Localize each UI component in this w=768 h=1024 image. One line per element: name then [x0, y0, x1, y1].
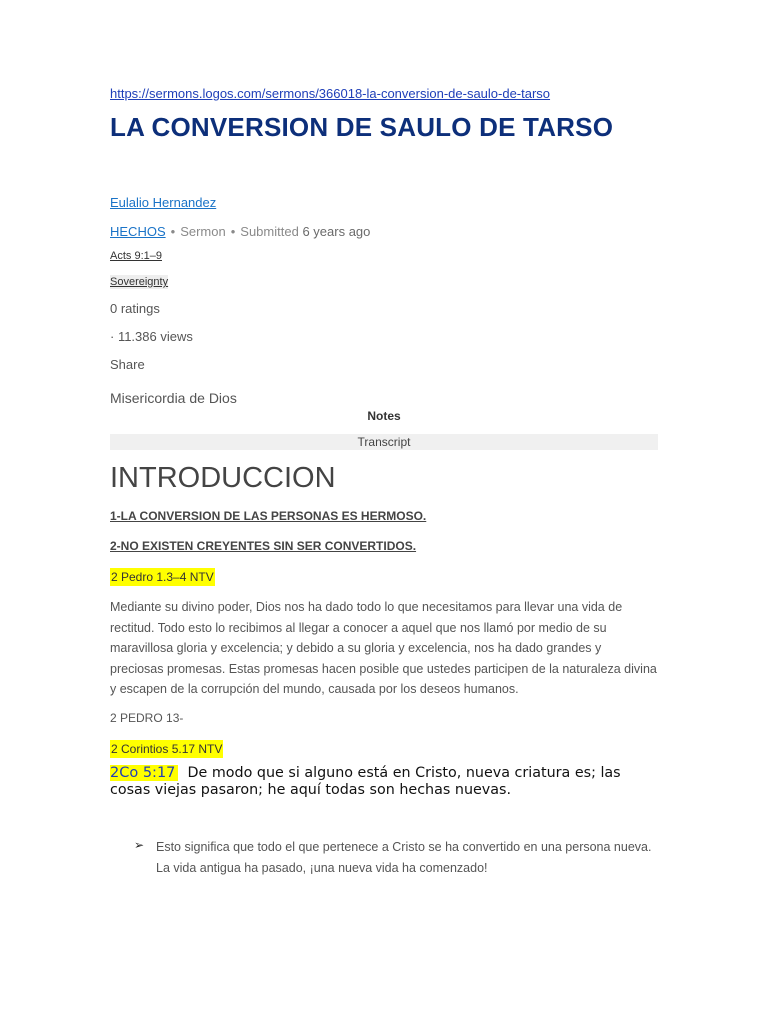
scripture-ref [110, 740, 223, 758]
category-link[interactable]: HECHOS [110, 224, 166, 239]
tab-transcript[interactable]: Transcript [110, 434, 658, 450]
submitted-ago: 6 years ago [302, 224, 371, 239]
verse-text: De modo que si alguno está en Cristo, nueva criatura es; las cosas viejas pasaron; he aquí todas son hechas nuevas. [110, 765, 621, 798]
verse-ref: 2Co 5:17 [110, 765, 178, 781]
scripture-passage: Mediante su divino poder, Dios nos ha dado todo lo que necesitamos para llevar una vida de rectitud. Todo esto lo recibimos al llegar a conocer a aquel que nos llamó por medio de su maravillosa gloria y excelencia; y debido a su gloria y excelencia, nos ha dado grandes y preciosas promesas. Estas promesas hacen posible que ustedes participen de la naturaleza divina y escapen de la corrupción del mundo, causada por los deseos humanos. [110, 600, 657, 696]
section-heading: INTRODUCCION [110, 462, 336, 494]
views-count: · 11.386 views [110, 329, 193, 344]
point-item: 2-NO EXISTEN CREYENTES SIN SER CONVERTIDOS. [110, 539, 417, 553]
sermon-type: Sermon [180, 224, 226, 239]
submitted-label: Submitted [240, 224, 299, 239]
pedro-note: 2 PEDRO 13- [110, 711, 184, 725]
share-button[interactable]: Share [110, 357, 145, 372]
source-url-link[interactable]: https://sermons.logos.com/sermons/366018-la-conversion-de-saulo-de-tarso [110, 86, 551, 101]
scripture-ref-label: 2 Corintios 5.17 NTV [111, 742, 223, 756]
page-title: LA CONVERSION DE SAULO DE TARSO [110, 112, 614, 142]
author-link[interactable]: Eulalio Hernandez [110, 195, 217, 210]
tab-notes[interactable]: Notes [367, 409, 401, 423]
separator-dot: • [230, 224, 236, 239]
verse-quote [110, 765, 658, 799]
separator-dot: • [170, 224, 176, 239]
scripture-ref [110, 568, 215, 586]
tag-topic[interactable]: Sovereignty [110, 276, 169, 288]
tag-scripture[interactable]: Acts 9:1–9 [110, 250, 162, 262]
sermon-meta [110, 224, 370, 239]
scripture-ref-label: 2 Pedro 1.3–4 NTV [111, 570, 214, 584]
sermon-subtitle: Misericordia de Dios [110, 390, 237, 406]
point-item: 1-LA CONVERSION DE LAS PERSONAS ES HERMOSO. [110, 509, 427, 523]
ratings-count: 0 ratings [110, 301, 160, 316]
bullet-text: Esto significa que todo el que pertenece a Cristo se ha convertido en una persona nueva. La vida antigua ha pasado, ¡una nueva vida ha comenzado! [156, 840, 652, 875]
arrow-bullet-icon: ➢ [134, 838, 145, 852]
